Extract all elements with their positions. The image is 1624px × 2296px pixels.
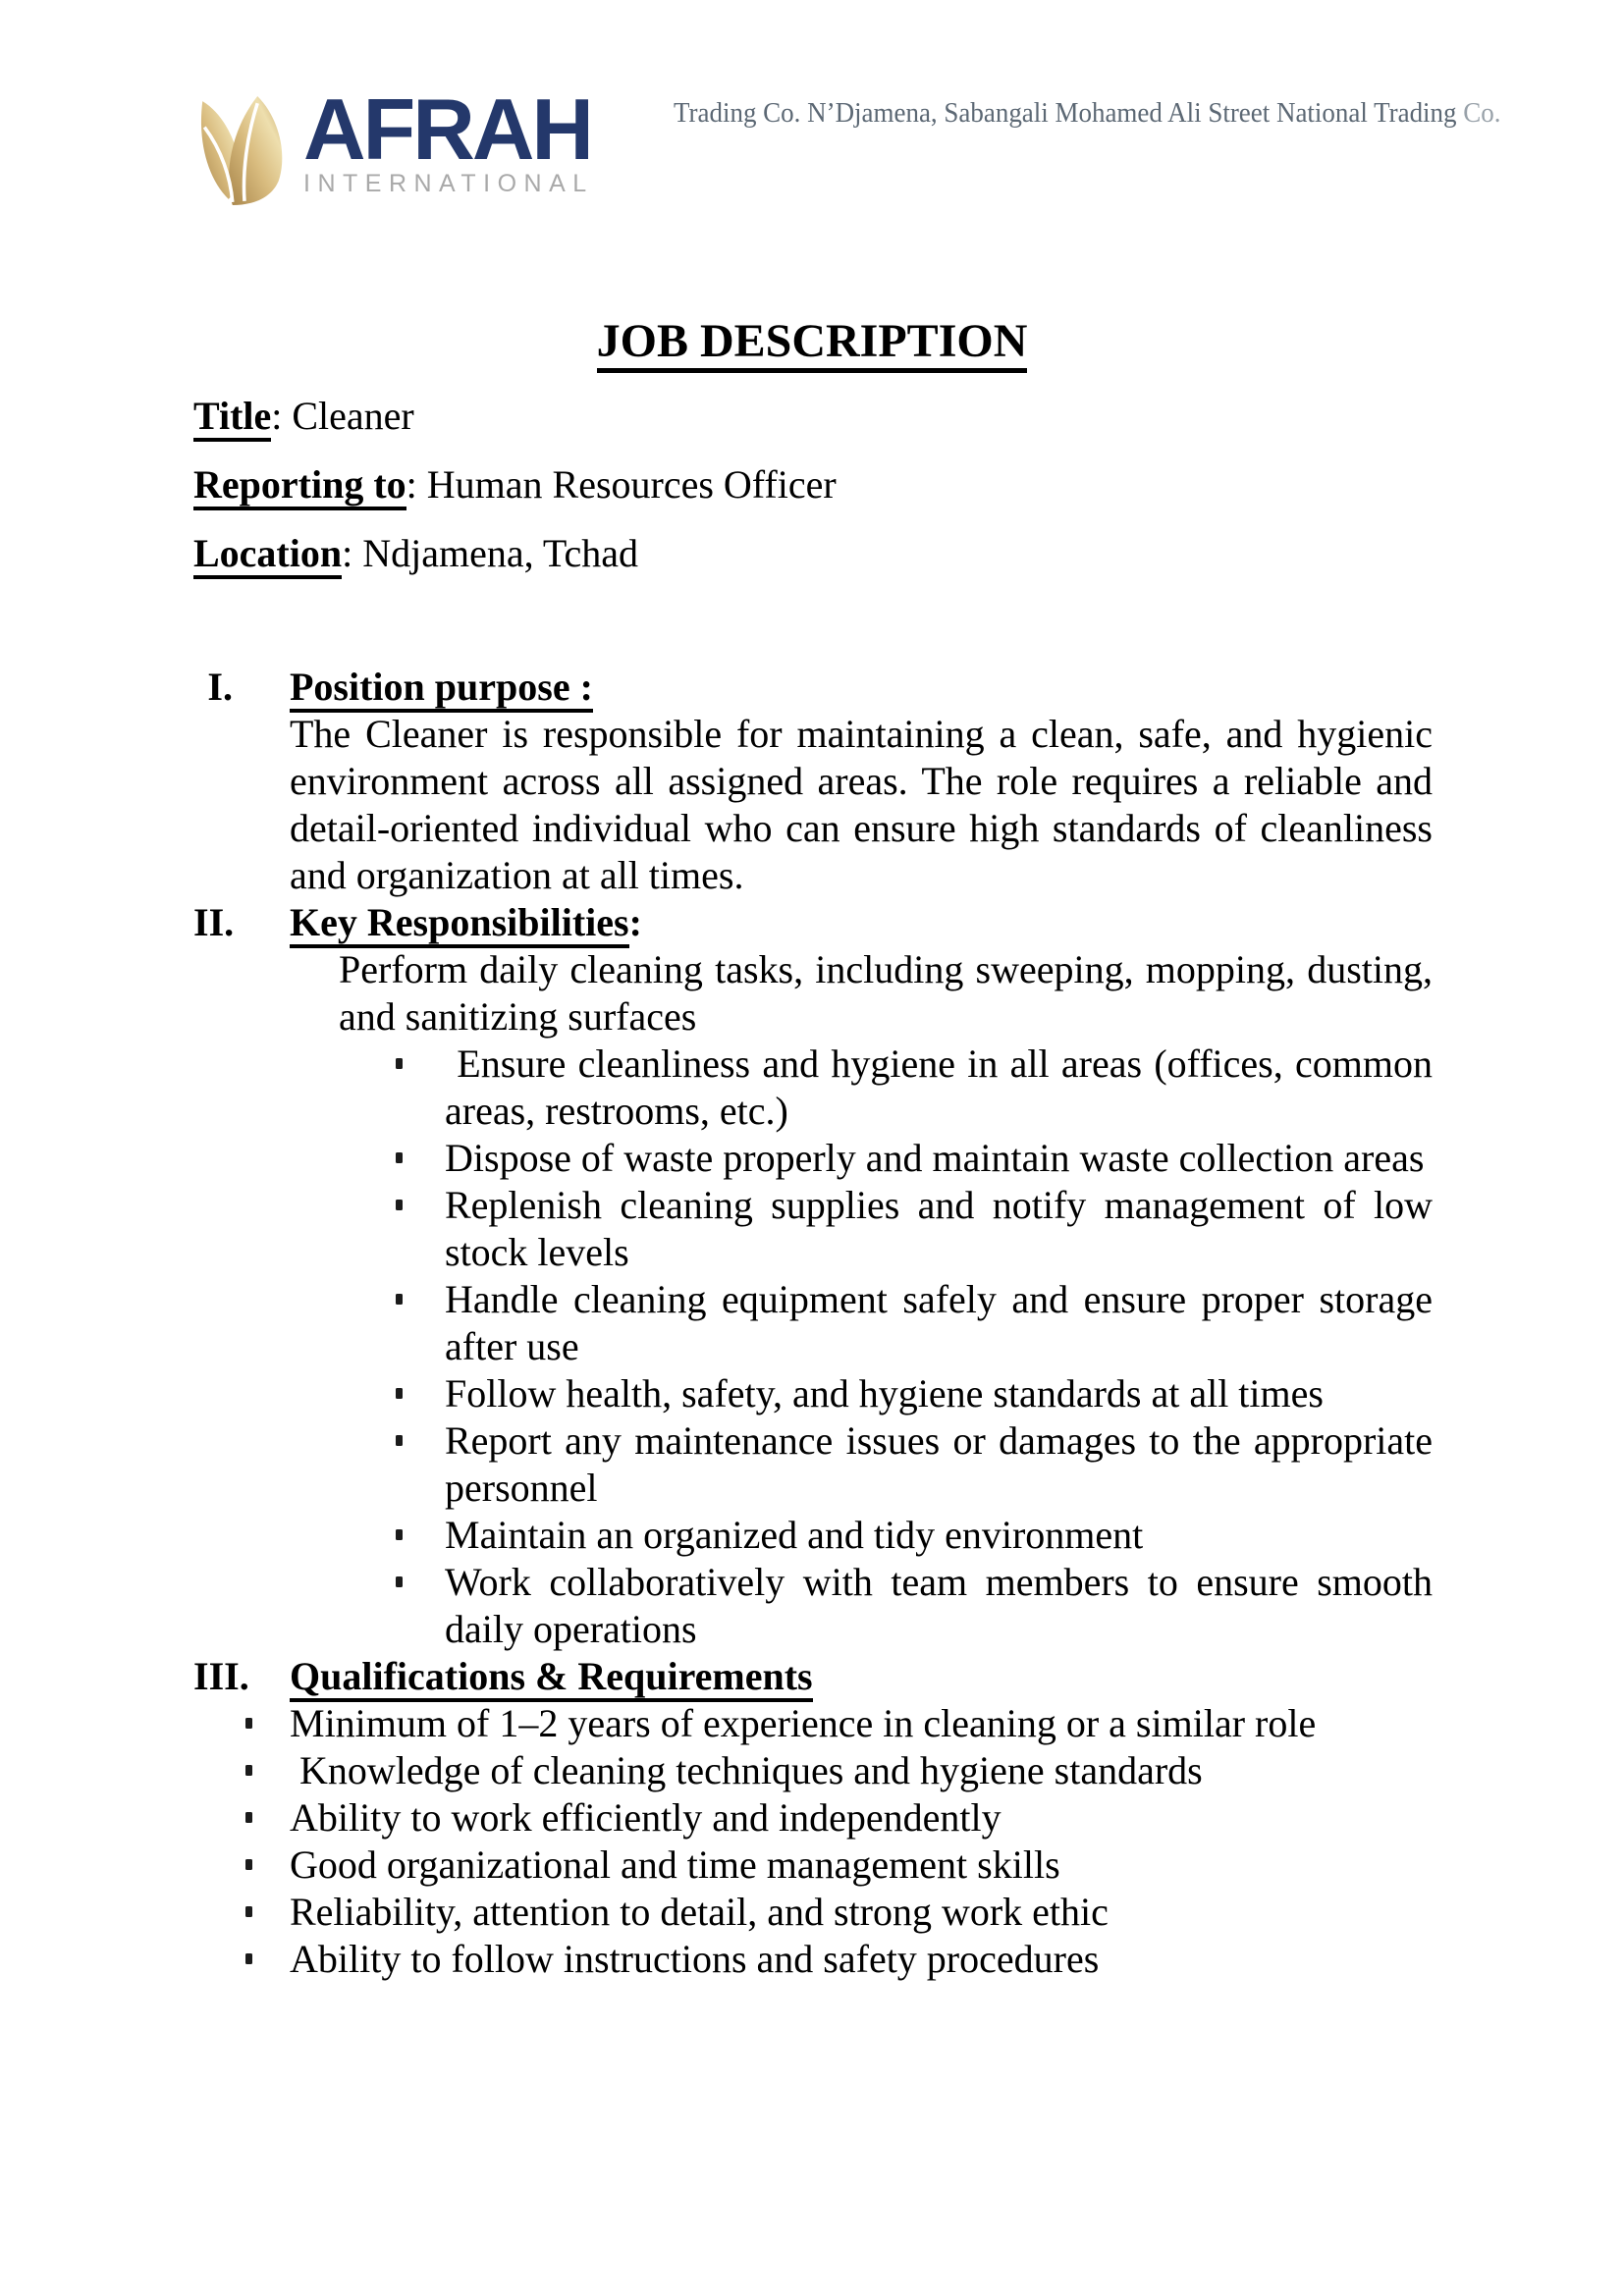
header-fields xyxy=(193,393,837,599)
section-2-title: Key Responsibilities xyxy=(290,900,629,948)
list-item: Maintain an organized and tidy environment xyxy=(445,1512,1433,1559)
list-item: Report any maintenance issues or damages to the appropriate personnel xyxy=(445,1417,1433,1512)
list-item: Replenish cleaning supplies and notify management of low stock levels xyxy=(445,1182,1433,1276)
bullet-icon xyxy=(396,1435,403,1446)
list-item: Dispose of waste properly and maintain waste collection areas xyxy=(445,1135,1433,1182)
field-location-value: : Ndjamena, Tchad xyxy=(342,531,639,575)
list-item: Ensure cleanliness and hygiene in all areas (offices, common areas, restrooms, etc.) xyxy=(445,1041,1433,1135)
bullet-icon xyxy=(245,1765,252,1776)
bullet-icon xyxy=(245,1953,252,1964)
section-2-heading: II. Key Responsibilities: xyxy=(193,899,1433,946)
list-item: Ability to follow instructions and safety procedures xyxy=(290,1936,1433,1983)
gold-leaf-icon xyxy=(193,93,296,205)
bullet-icon xyxy=(245,1859,252,1870)
section-1-heading xyxy=(193,664,1433,711)
page-title: JOB DESCRIPTION xyxy=(0,314,1624,368)
field-reporting-value: : Human Resources Officer xyxy=(406,462,837,507)
field-location-label: Location xyxy=(193,531,342,579)
logo-subtitle-text: INTERNATIONAL xyxy=(303,170,594,197)
field-title xyxy=(193,393,837,440)
company-address-main: Trading Co. N’Djamena, Sabangali Mohamed Ali Street National Trading xyxy=(674,97,1464,129)
logo-brand-text: AFRAH xyxy=(303,80,591,178)
section-2-numeral: II. xyxy=(193,900,235,944)
section-3-numeral: III. xyxy=(193,1654,249,1698)
logo-wordmark xyxy=(303,80,594,205)
field-reporting-label: Reporting to xyxy=(193,462,406,510)
section-3-title: Qualifications & Requirements xyxy=(290,1654,813,1702)
list-item: Reliability, attention to detail, and strong work ethic xyxy=(290,1889,1433,1936)
bullet-icon xyxy=(396,1200,403,1210)
section-3-heading xyxy=(193,1653,1433,1700)
section-1-numeral: I. xyxy=(207,665,233,709)
company-address-line xyxy=(674,97,1500,130)
bullet-icon xyxy=(396,1294,403,1305)
field-location xyxy=(193,530,837,577)
bullet-icon xyxy=(245,1812,252,1823)
bullet-icon xyxy=(396,1529,403,1540)
list-item: Work collaboratively with team members to ensure smooth daily operations xyxy=(445,1559,1433,1653)
bullet-icon xyxy=(396,1576,403,1587)
field-reporting-to xyxy=(193,461,837,508)
field-title-value: : Cleaner xyxy=(271,394,414,438)
section-2-paragraph: Perform daily cleaning tasks, including sweeping, mopping, dusting, and sanitizing surfaces xyxy=(339,947,1433,1039)
afrah-logo xyxy=(193,80,594,205)
bullet-icon xyxy=(396,1058,403,1069)
list-item: Ability to work efficiently and independently xyxy=(290,1794,1433,1842)
bullet-icon xyxy=(396,1152,403,1163)
field-title-label: Title xyxy=(193,394,271,442)
list-item: Good organizational and time management skills xyxy=(290,1842,1433,1889)
list-item: Handle cleaning equipment safely and ensure proper storage after use xyxy=(445,1276,1433,1370)
company-address-suffix: Co. xyxy=(1463,97,1501,129)
list-item: Minimum of 1–2 years of experience in cleaning or a similar role xyxy=(290,1700,1433,1747)
list-item: Knowledge of cleaning techniques and hygiene standards xyxy=(290,1747,1433,1794)
bullet-icon xyxy=(396,1388,403,1399)
bullet-icon xyxy=(245,1906,252,1917)
section-1-title: Position purpose : xyxy=(290,665,593,713)
list-item: Follow health, safety, and hygiene standards at all times xyxy=(445,1370,1433,1417)
bullet-icon xyxy=(245,1718,252,1729)
section-1-paragraph: The Cleaner is responsible for maintaining a clean, safe, and hygienic environment across all assigned areas. The role requires a reliable and detail-oriented individual who can ensure high standards of cleanliness and organization at all times. xyxy=(290,712,1433,897)
sections xyxy=(193,664,1433,1983)
